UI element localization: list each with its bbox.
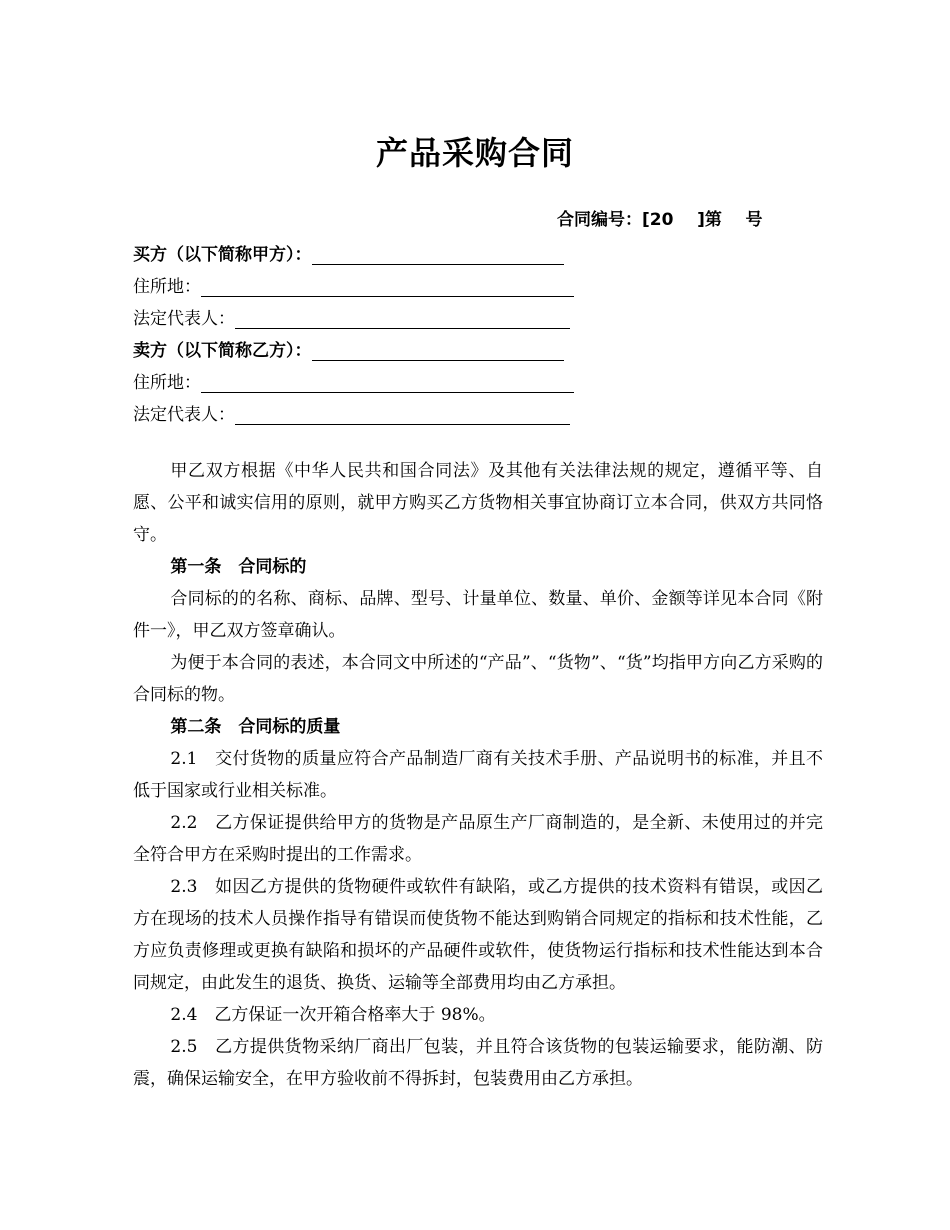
clause-2-1: 2.1 交付货物的质量应符合产品制造厂商有关技术手册、产品说明书的标准，并且不低于国家或行业相关标准。 [133, 749, 823, 801]
buyer-rep-label: 法定代表人： [133, 309, 235, 329]
preamble-paragraph: 甲乙双方根据《中华人民共和国合同法》及其他有关法律法规的规定，遵循平等、自愿、公平和诚实信用的原则，就甲方购买乙方货物相关事宜协商订立本合同，供双方共同恪守。 [133, 461, 823, 545]
article1-paragraph-1: 合同标的的名称、商标、品牌、型号、计量单位、数量、单价、金额等详见本合同《附件一》，甲乙双方签章确认。 [133, 589, 823, 641]
buyer-rep-line [133, 304, 570, 329]
clause-2-3: 2.3 如因乙方提供的货物硬件或软件有缺陷，或乙方提供的技术资料有错误，或因乙方在现场的技术人员操作指导有错误而使货物不能达到购销合同规定的指标和技术性能，乙方应负责修理或更换有缺陷和损坏的产品硬件或软件，使货物运行指标和技术性能达到本合同规定，由此发生的退货、换货、运输等全部费用均由乙方承担。 [133, 877, 823, 993]
buyer-name-field[interactable] [312, 244, 564, 265]
buyer-address-field[interactable] [201, 276, 574, 297]
article1-paragraph-2: 为便于本合同的表述，本合同文中所述的“产品”、“货物”、“货”均指甲方向乙方采购的合同标的物。 [133, 653, 823, 705]
seller-rep-line [133, 400, 570, 425]
buyer-address-label: 住所地： [133, 277, 201, 297]
clause-2-4: 2.4 乙方保证一次开箱合格率大于 98%。 [170, 1005, 496, 1025]
seller-name-field[interactable] [312, 340, 564, 361]
seller-address-label: 住所地： [133, 373, 201, 393]
seller-rep-label: 法定代表人： [133, 405, 235, 425]
buyer-rep-field[interactable] [235, 308, 570, 329]
contract-body [133, 455, 823, 1095]
seller-line [133, 336, 564, 361]
seller-address-field[interactable] [201, 372, 574, 393]
buyer-label: 买方（以下简称甲方）： [133, 245, 312, 265]
buyer-address-line [133, 272, 574, 297]
clause-2-2: 2.2 乙方保证提供给甲方的货物是产品原生产厂商制造的，是全新、未使用过的并完全符合甲方在采购时提出的工作需求。 [133, 813, 823, 865]
document-title: 产品采购合同 [375, 134, 574, 172]
contract-number: 合同编号：[20 ]第 号 [557, 210, 763, 230]
seller-label: 卖方（以下简称乙方）： [133, 341, 312, 361]
clause-2-5: 2.5 乙方提供货物采纳厂商出厂包装，并且符合该货物的包装运输要求，能防潮、防震，确保运输安全，在甲方验收前不得拆封，包装费用由乙方承担。 [133, 1037, 823, 1089]
buyer-line [133, 240, 564, 265]
seller-address-line [133, 368, 574, 393]
seller-rep-field[interactable] [235, 404, 570, 425]
article2-heading: 第二条 合同标的质量 [170, 717, 341, 737]
article1-heading: 第一条 合同标的 [170, 557, 307, 577]
